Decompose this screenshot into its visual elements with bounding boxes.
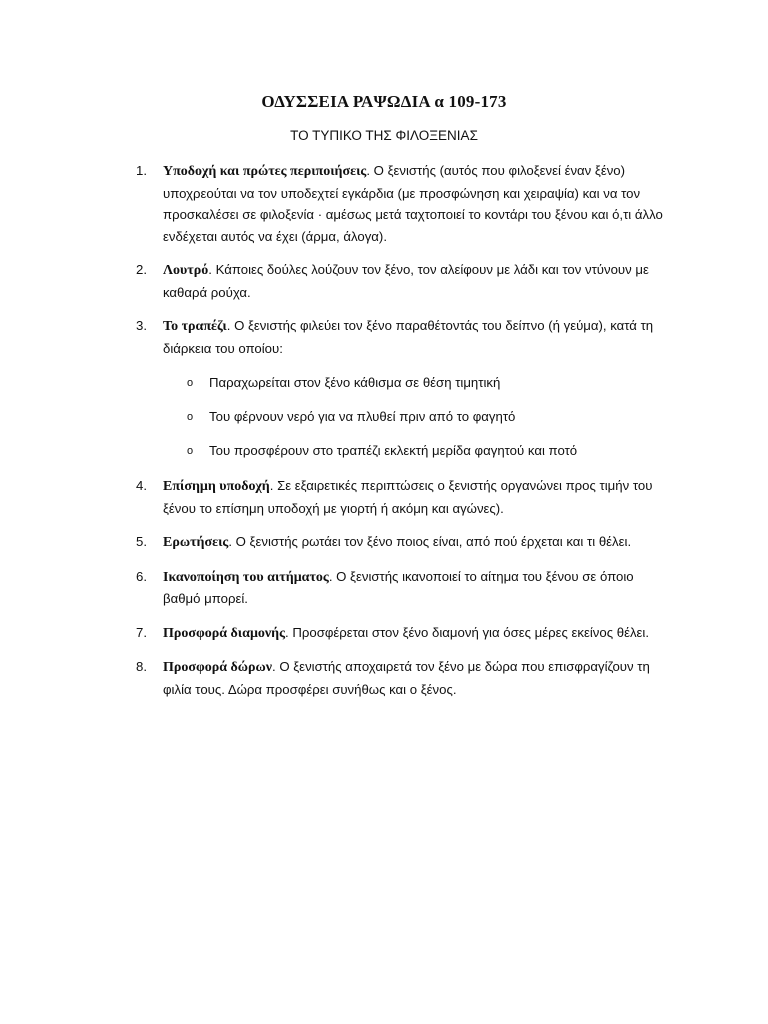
item-term: Λουτρό <box>163 263 209 278</box>
item-term: Υποδοχή και πρώτες περιποιήσεις <box>163 164 367 179</box>
list-item <box>136 315 666 461</box>
item-text: . Κάποιες δούλες λούζουν τον ξένο, τον αλείφουν με λάδι και τον ντύνουν με καθαρά ρούχα. <box>163 262 649 300</box>
item-text: . Ο ξενιστής φιλεύει τον ξένο παραθέτοντάς του δείπνο (ή γεύμα), κατά τη διάρκεια του οποίου: <box>163 318 654 356</box>
item-term: Ερωτήσεις <box>163 535 229 550</box>
sub-list-item <box>163 441 666 461</box>
sub-list <box>163 373 666 461</box>
item-text: . Σε εξαιρετικές περιπτώσεις ο ξενιστής οργανώνει προς τιμήν του ξένου το επίσημη υποδοχή με γιορτή ή ακόμη και αγώνες). <box>163 478 653 516</box>
item-number: 4. <box>136 478 147 493</box>
sub-list-item <box>163 373 666 393</box>
item-text: . Ο ξενιστής αποχαιρετά τον ξένο με δώρα που επισφραγίζουν τη φιλία τους. Δώρα προσφέρει συνήθως και ο ξένος. <box>163 659 650 697</box>
item-text: . Ο ξενιστής ρωτάει τον ξένο ποιος είναι, από πού έρχεται και τι θέλει. <box>228 534 632 549</box>
item-number: 7. <box>136 624 147 640</box>
list-item <box>136 160 666 247</box>
bullet-icon: o <box>187 377 194 389</box>
item-number: 6. <box>136 568 147 584</box>
item-term: Προσφορά δώρων <box>163 660 273 675</box>
sub-item-text: Του προσφέρουν στο τραπέζι εκλεκτή μερίδα φαγητού και ποτό <box>209 443 578 458</box>
item-number: 1. <box>136 163 147 178</box>
list-item <box>136 656 666 700</box>
list-item <box>136 622 666 645</box>
list-item <box>136 475 666 519</box>
sub-list-item <box>163 407 666 427</box>
item-term: Προσφορά διαμονής <box>163 625 286 641</box>
item-number: 8. <box>136 659 147 674</box>
item-text: . Ο ξενιστής (αυτός που φιλοξενεί έναν ξένο) υποχρεούται να τον υποδεχτεί εγκάρδια (με προσφώνηση και χειραψία) και να τον προσκαλέσει σε φιλοξενία · αμέσως μετά ταχτοποιεί το κοντάρι του ξένου και ό,τι άλλο ενδέχεται αυτός να έχει (άρμα, άλογα). <box>163 163 663 244</box>
item-number: 2. <box>136 262 147 277</box>
list-item <box>136 259 666 303</box>
bullet-icon: o <box>187 411 194 423</box>
list-item <box>136 531 666 554</box>
document-subtitle: ΤΟ ΤΥΠΙΚΟ ΤΗΣ ΦΙΛΟΞΕΝΙΑΣ <box>290 128 478 143</box>
numbered-list <box>136 160 666 712</box>
item-text: . Ο ξενιστής ικανοποιεί το αίτημα του ξένου σε όποιο βαθμό μπορεί. <box>163 568 634 606</box>
item-text: . Προσφέρεται στον ξένο διαμονή για όσες μέρες εκείνος θέλει. <box>285 624 650 640</box>
document-title: ΟΔΥΣΣΕΙΑ ΡΑΨΩΔΙΑ α 109-173 <box>261 92 507 111</box>
item-number: 3. <box>136 318 147 333</box>
sub-item-text: Παραχωρείται στον ξένο κάθισμα σε θέση τιμητική <box>209 375 501 390</box>
item-number: 5. <box>136 534 147 549</box>
item-term: Επίσημη υποδοχή <box>163 479 270 494</box>
sub-item-text: Του φέρνουν νερό για να πλυθεί πριν από το φαγητό <box>209 409 516 424</box>
bullet-icon: o <box>187 445 194 457</box>
item-term: Ικανοποίηση του αιτήματος <box>163 569 329 585</box>
item-term: Το τραπέζι <box>163 319 227 334</box>
list-item <box>136 566 666 610</box>
